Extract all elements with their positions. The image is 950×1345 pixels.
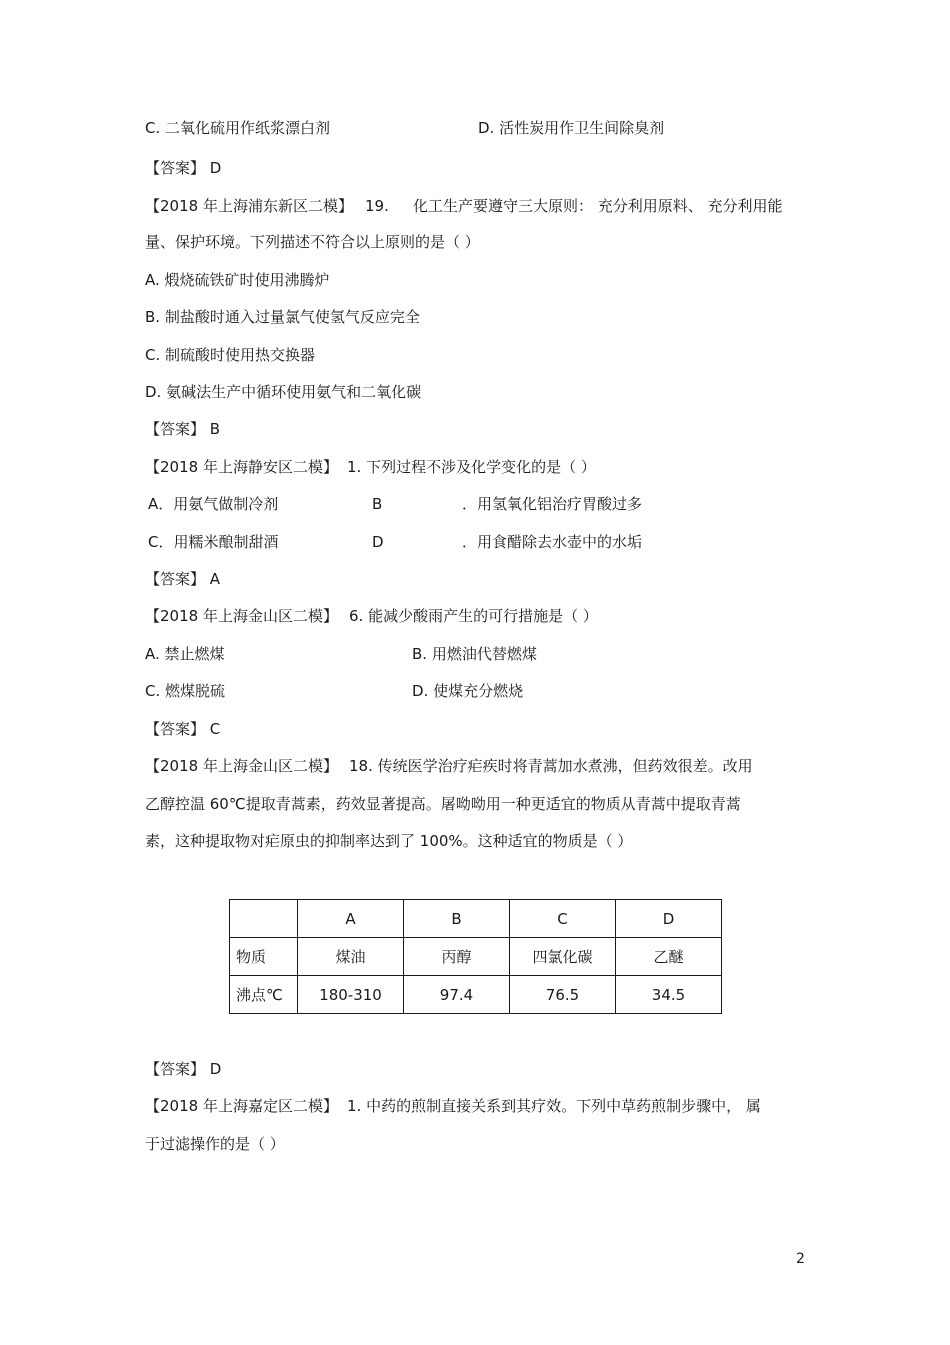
question-text: 量、保护环境。下列描述不符合以上原则的是（ ） xyxy=(145,233,480,251)
option-d: D. 活性炭用作卫生间除臭剂 xyxy=(478,119,665,137)
table-cell: D xyxy=(616,900,722,938)
table-cell: 四氯化碳 xyxy=(510,938,616,976)
table-row xyxy=(230,976,722,1014)
question-source: 【2018 年上海静安区二模】 xyxy=(145,458,338,476)
option-d: ．用食醋除去水壶中的水垢 xyxy=(462,533,643,551)
table-cell: 34.5 xyxy=(616,976,722,1014)
answer: 【答案】 B xyxy=(145,420,221,438)
option-a: A. 禁止燃煤 xyxy=(145,645,225,663)
answer: 【答案】 A xyxy=(145,570,221,588)
question-source: 【2018 年上海金山区二模】 xyxy=(145,757,338,775)
table-cell: 物质 xyxy=(230,938,298,976)
table-cell: 乙醚 xyxy=(616,938,722,976)
table-cell xyxy=(230,900,298,938)
question-text: 6. 能减少酸雨产生的可行措施是（ ） xyxy=(349,607,598,625)
table-cell: 180-310 xyxy=(298,976,404,1014)
table-row xyxy=(230,938,722,976)
option-d-letter: D xyxy=(372,533,384,551)
question-source: 【2018 年上海嘉定区二模】 xyxy=(145,1097,338,1115)
question-text: 化工生产要遵守三大原则： 充分利用原料、 充分利用能 xyxy=(413,197,783,215)
answer: 【答案】 D xyxy=(145,1060,222,1078)
table-header-row xyxy=(230,900,722,938)
question-text: 18. 传统医学治疗疟疾时将青蒿加水煮沸，但药效很差。改用 xyxy=(349,757,753,775)
table-cell: 煤油 xyxy=(298,938,404,976)
option-c: C. 燃煤脱硫 xyxy=(145,682,226,700)
option-c: C. 制硫酸时使用热交换器 xyxy=(145,346,316,364)
table-cell: B xyxy=(404,900,510,938)
question-text: 1. 中药的煎制直接关系到其疗效。下列中草药煎制步骤中， 属 xyxy=(347,1097,761,1115)
option-c: C. 二氧化硫用作纸浆漂白剂 xyxy=(145,119,331,137)
option-b: ．用氢氧化铝治疗胃酸过多 xyxy=(462,495,643,513)
option-a: A. 煅烧硫铁矿时使用沸腾炉 xyxy=(145,271,330,289)
option-c: C．用糯米酿制甜酒 xyxy=(148,533,279,551)
question-number: 19. xyxy=(365,197,389,215)
answer: 【答案】 D xyxy=(145,159,222,177)
table-cell: 97.4 xyxy=(404,976,510,1014)
table-cell: 76.5 xyxy=(510,976,616,1014)
option-b-letter: B xyxy=(372,495,383,513)
option-b: B. 制盐酸时通入过量氯气使氢气反应完全 xyxy=(145,308,420,326)
question-text: 素，这种提取物对疟原虫的抑制率达到了 100%。这种适宜的物质是（ ） xyxy=(145,832,633,850)
question-source: 【2018 年上海金山区二模】 xyxy=(145,607,338,625)
table-cell: C xyxy=(510,900,616,938)
table-cell: 丙醇 xyxy=(404,938,510,976)
option-d: D. 使煤充分燃烧 xyxy=(412,682,524,700)
option-b: B. 用燃油代替燃煤 xyxy=(412,645,537,663)
option-d: D. 氨碱法生产中循环使用氨气和二氧化碳 xyxy=(145,383,422,401)
table-cell: 沸点℃ xyxy=(230,976,298,1014)
option-a: A．用氨气做制冷剂 xyxy=(148,495,279,513)
question-source: 【2018 年上海浦东新区二模】 xyxy=(145,197,353,215)
boiling-point-table xyxy=(229,899,722,1014)
question-text: 乙醇控温 60℃提取青蒿素，药效显著提高。屠呦呦用一种更适宜的物质从青蒿中提取青蒿 xyxy=(145,795,741,813)
table-cell: A xyxy=(298,900,404,938)
question-text: 于过滤操作的是（ ） xyxy=(145,1135,285,1153)
question-text: 1. 下列过程不涉及化学变化的是（ ） xyxy=(347,458,596,476)
answer: 【答案】 C xyxy=(145,720,221,738)
page-number: 2 xyxy=(796,1251,805,1267)
